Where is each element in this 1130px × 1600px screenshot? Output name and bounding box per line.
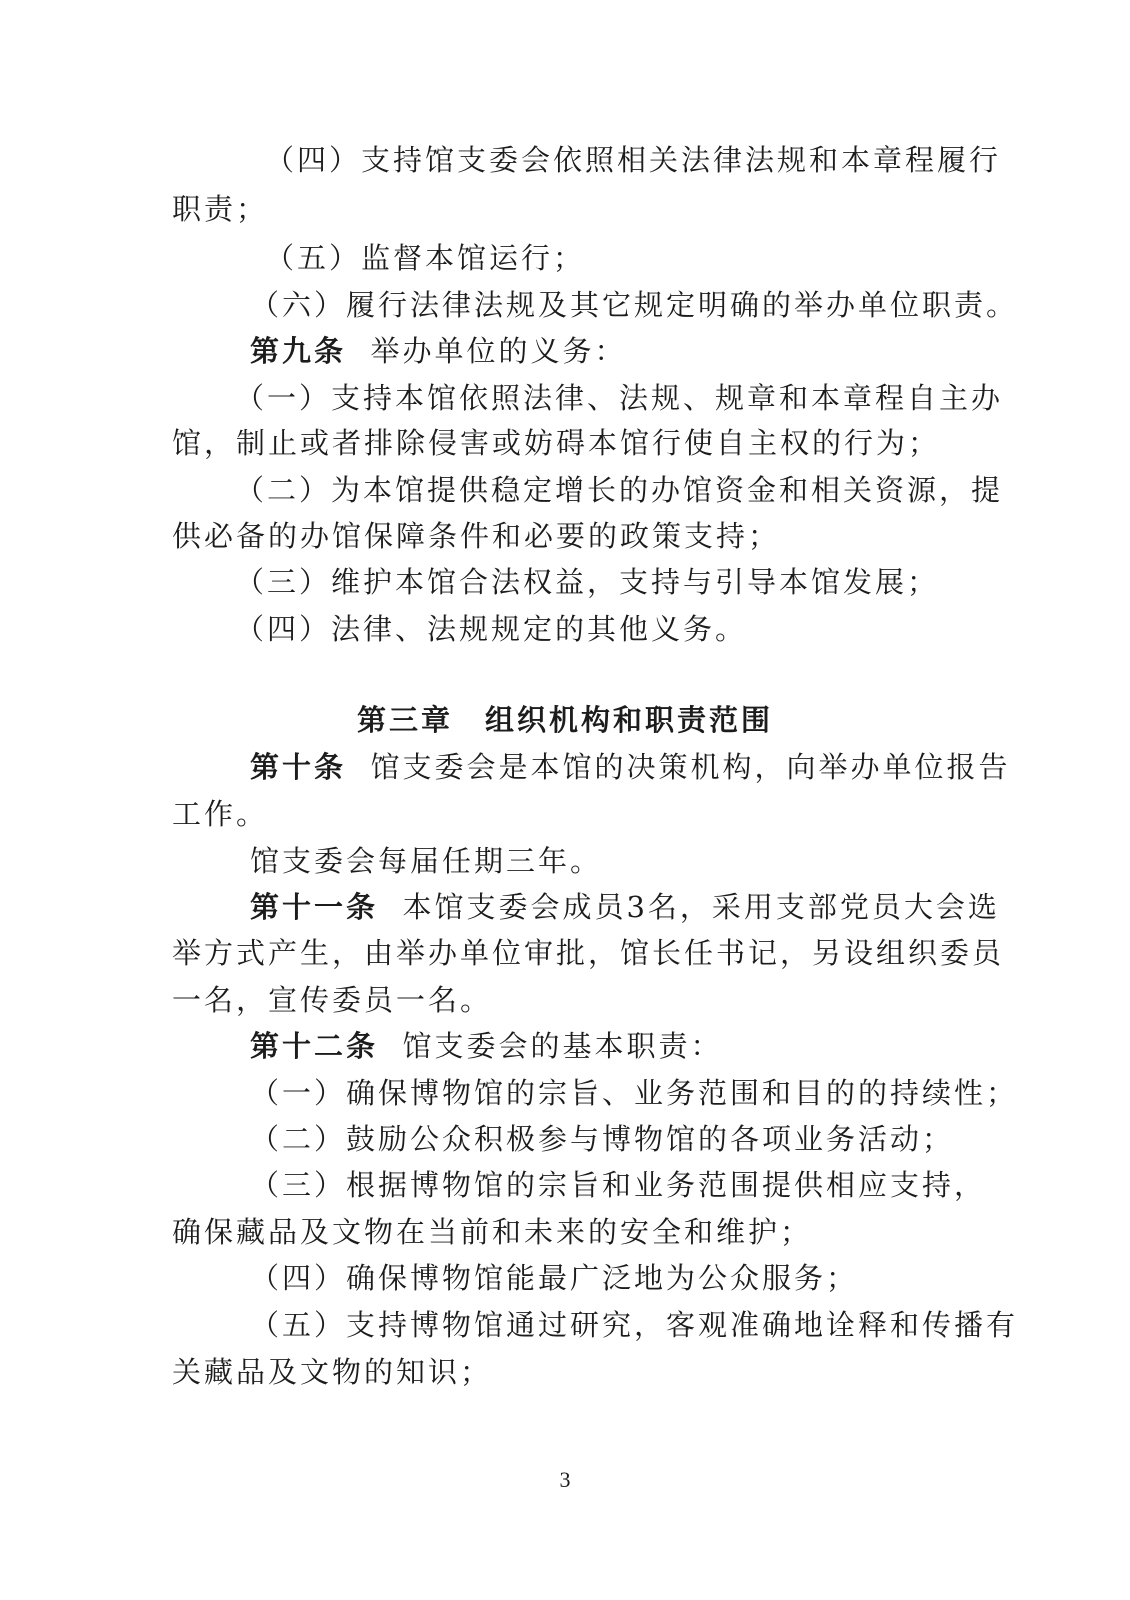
paragraph-line: （六）履行法律法规及其它规定明确的举办单位职责。 bbox=[250, 288, 1019, 322]
list-item: 馆，制止或者排除侵害或妨碍本馆行使自主权的行为； bbox=[172, 426, 941, 460]
article-9-heading bbox=[250, 331, 626, 371]
article-label: 第九条 bbox=[250, 334, 347, 368]
article-11-line bbox=[250, 887, 1000, 927]
paragraph-line: （四）支持馆支委会依照相关法律法规和本章程履行 bbox=[265, 143, 1002, 177]
page-number: 3 bbox=[559, 1467, 571, 1492]
list-item: 关藏品及文物的知识； bbox=[172, 1355, 493, 1389]
list-item: 确保藏品及文物在当前和未来的安全和维护； bbox=[172, 1215, 813, 1249]
article-label: 第十二条 bbox=[250, 1029, 379, 1063]
article-label: 第十条 bbox=[250, 750, 347, 784]
article-10-line bbox=[250, 747, 1010, 787]
paragraph-line: 一名，宣传委员一名。 bbox=[172, 983, 493, 1017]
list-item: （四）法律、法规规定的其他义务。 bbox=[235, 612, 748, 646]
article-title: 举办单位的义务： bbox=[370, 334, 627, 368]
article-label: 第十一条 bbox=[250, 890, 379, 924]
article-title: 馆支委会的基本职责： bbox=[402, 1029, 723, 1063]
list-item: （三）根据博物馆的宗旨和业务范围提供相应支持， bbox=[250, 1168, 987, 1202]
article-12-heading bbox=[250, 1026, 722, 1066]
list-item: （五）支持博物馆通过研究，客观准确地诠释和传播有 bbox=[250, 1308, 1019, 1342]
paragraph-line: 馆支委会每届任期三年。 bbox=[250, 844, 603, 878]
paragraph-line: 举方式产生，由举办单位审批，馆长任书记，另设组织委员 bbox=[172, 936, 1005, 970]
list-item: （二）为本馆提供稳定增长的办馆资金和相关资源，提 bbox=[235, 473, 1004, 507]
list-item: 供必备的办馆保障条件和必要的政策支持； bbox=[172, 519, 781, 553]
paragraph-line: （五）监督本馆运行； bbox=[265, 241, 586, 275]
list-item: （一）确保博物馆的宗旨、业务范围和目的的持续性； bbox=[250, 1076, 1019, 1110]
paragraph-line: 职责； bbox=[172, 192, 269, 226]
list-item: （四）确保博物馆能最广泛地为公众服务； bbox=[250, 1261, 859, 1295]
chapter-heading: 第三章 组织机构和职责范围 bbox=[356, 703, 773, 737]
list-item: （三）维护本馆合法权益，支持与引导本馆发展； bbox=[235, 565, 940, 599]
list-item: （二）鼓励公众积极参与博物馆的各项业务活动； bbox=[250, 1122, 955, 1156]
paragraph-line: 工作。 bbox=[172, 797, 269, 831]
article-text: 本馆支委会成员3名，采用支部党员大会选 bbox=[402, 890, 1000, 924]
list-item: （一）支持本馆依照法律、法规、规章和本章程自主办 bbox=[235, 381, 1004, 415]
article-text: 馆支委会是本馆的决策机构，向举办单位报告 bbox=[370, 750, 1011, 784]
